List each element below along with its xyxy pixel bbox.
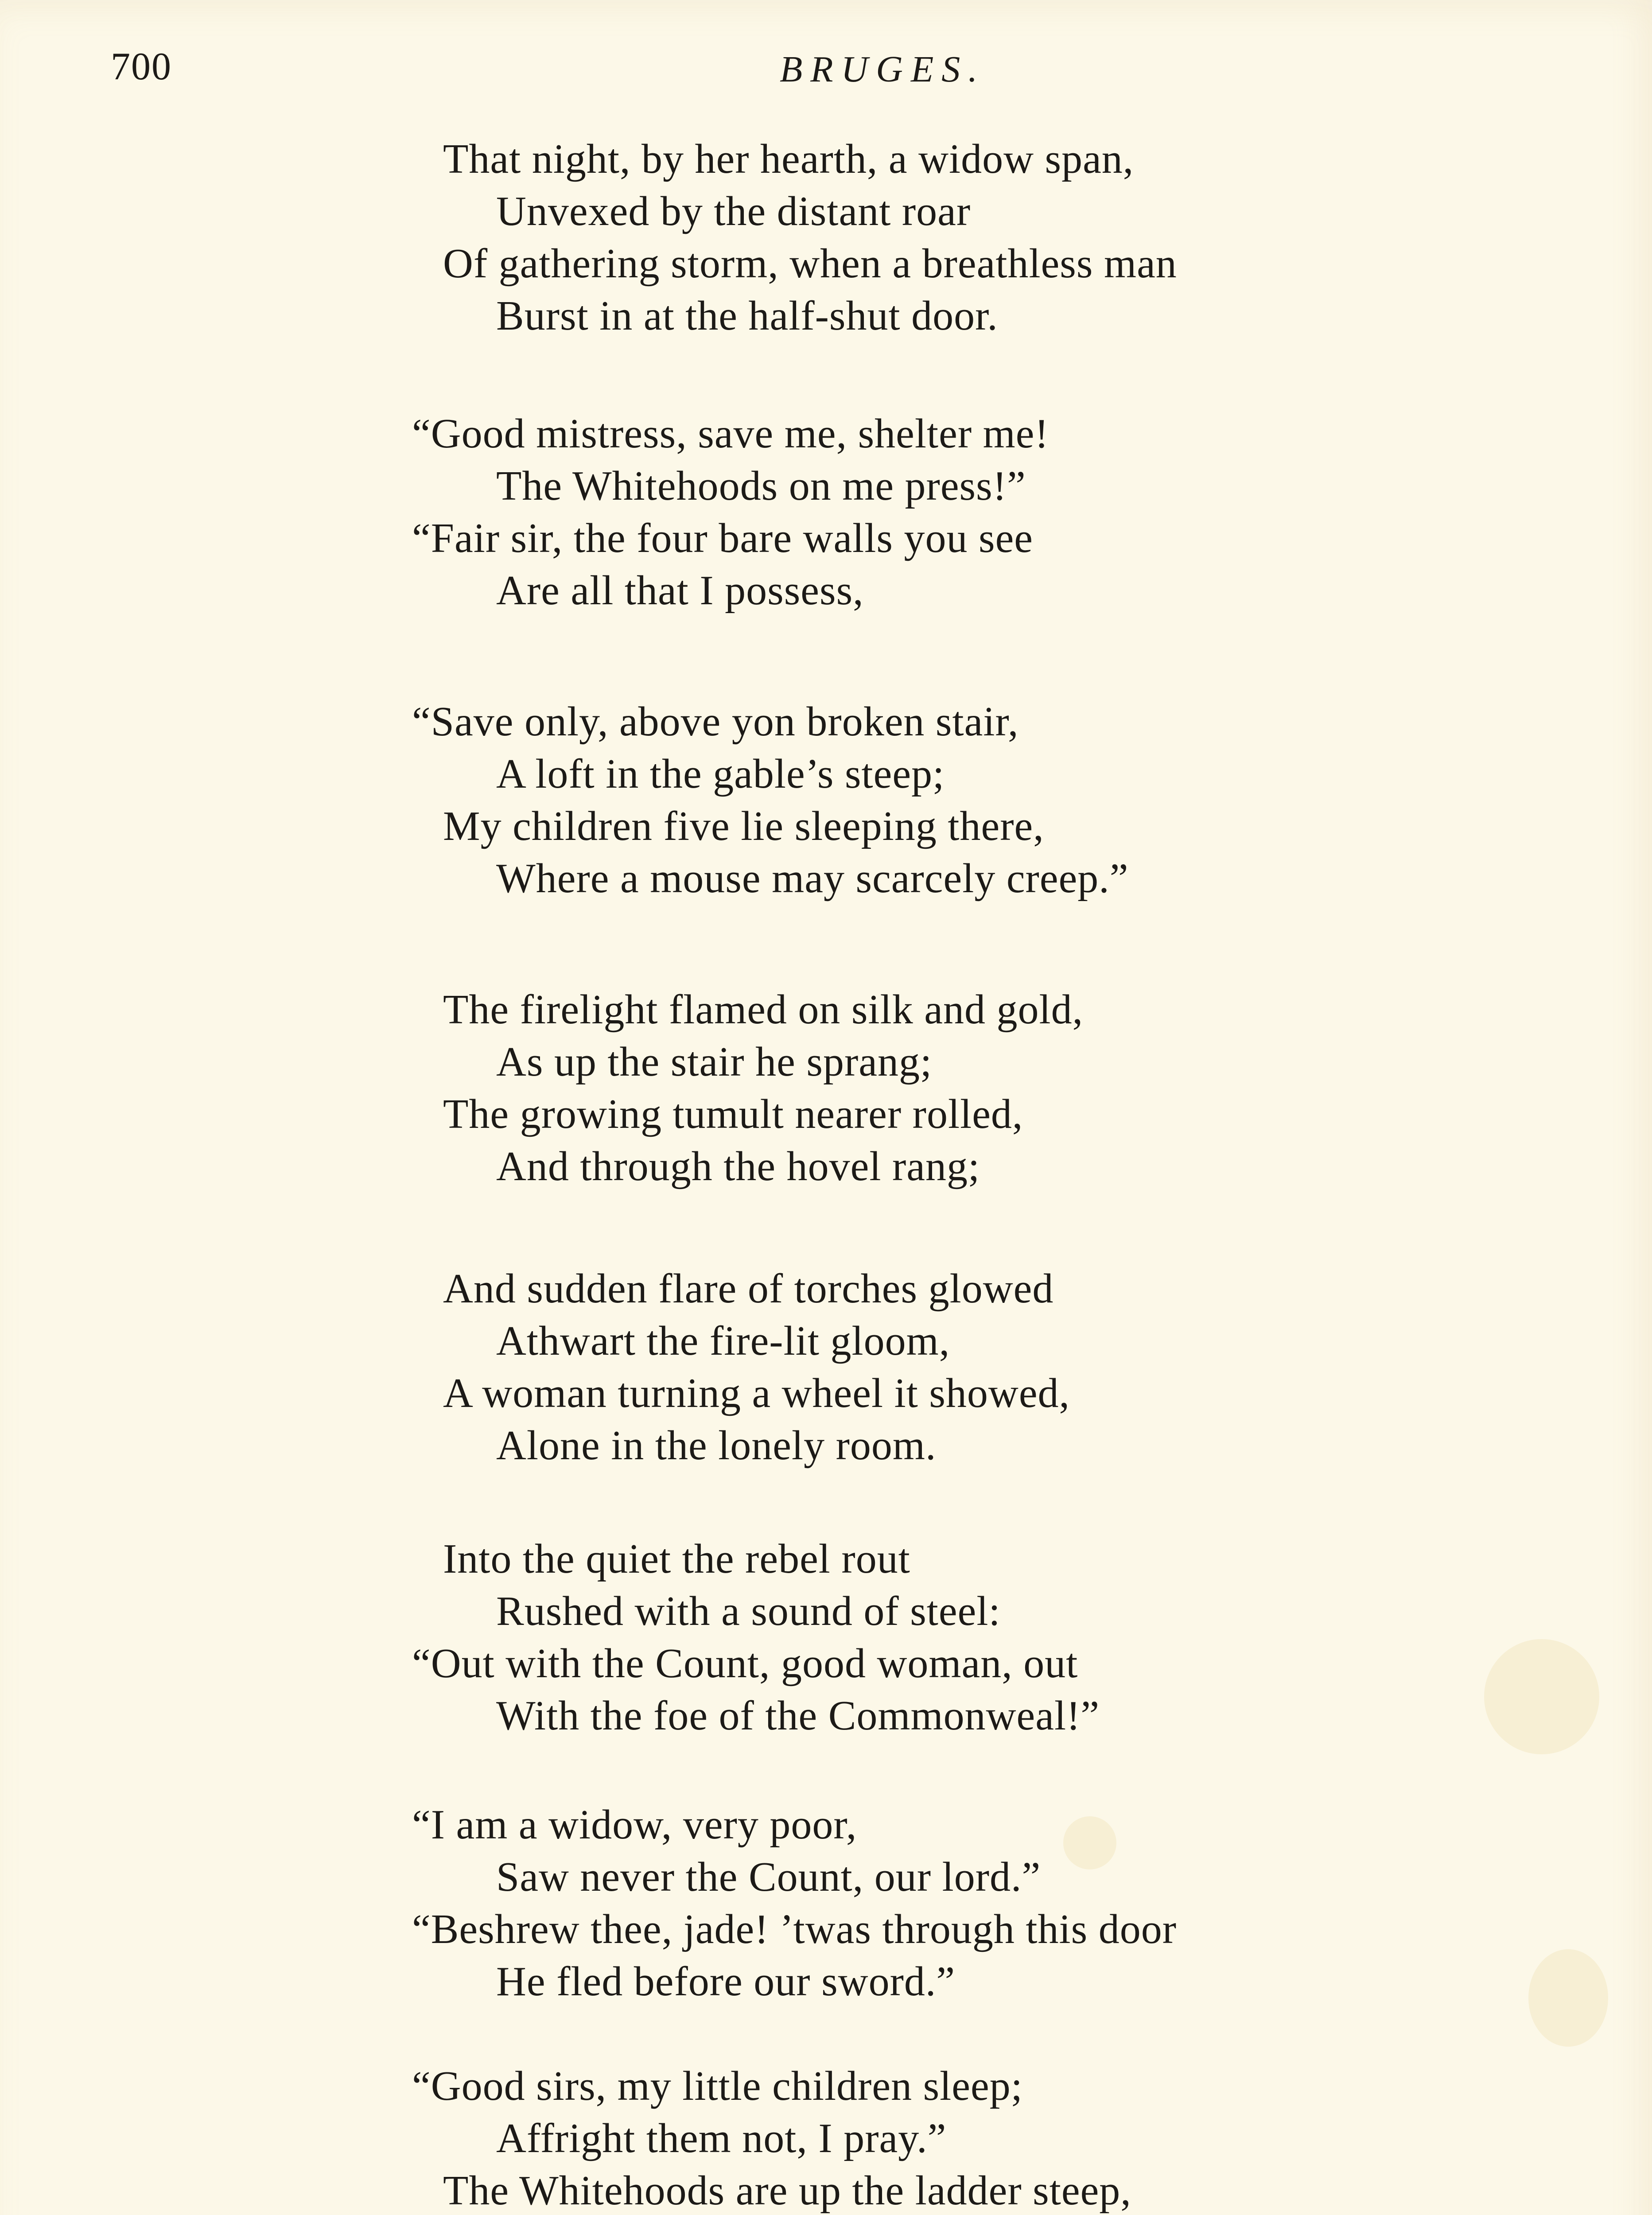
poem-line: “Fair sir, the four bare walls you see: [412, 515, 1034, 561]
poem-line: Burst in at the half-shut door.: [496, 293, 998, 339]
poem-line: With the foe of the Commonweal!”: [496, 1693, 1100, 1739]
poem-line: “Out with the Count, good woman, out: [412, 1640, 1078, 1687]
poem-line: Of gathering storm, when a breathless man: [443, 241, 1177, 287]
poem-line: Are all that I possess,: [496, 567, 864, 614]
poem-line: And sudden flare of torches glowed: [443, 1266, 1054, 1312]
poem-line: Athwart the fire-lit gloom,: [496, 1318, 950, 1364]
stanza-6: [412, 1533, 1462, 1742]
stanza-4: [443, 983, 1462, 1193]
poem-line: “Save only, above yon broken stair,: [412, 699, 1019, 745]
poem-line: As up the stair he sprang;: [496, 1039, 933, 1085]
stanza-5: [443, 1263, 1462, 1472]
poem-line: Into the quiet the rebel rout: [443, 1536, 910, 1582]
stanza-8: [412, 2060, 1462, 2215]
poem-line: My children five lie sleeping there,: [443, 803, 1044, 849]
paper-stain: [1528, 1949, 1608, 2047]
stanza-3: [412, 696, 1462, 905]
poem-line: A loft in the gable’s steep;: [496, 751, 945, 797]
poem-line: Alone in the lonely room.: [496, 1422, 937, 1469]
poem-line: Where a mouse may scarcely creep.”: [496, 855, 1129, 902]
poem-line: And through the hovel rang;: [496, 1143, 980, 1189]
stanza-1: [443, 133, 1462, 342]
stanza-7: [412, 1799, 1462, 2008]
poem-line: “Beshrew thee, jade! ’twas through this door: [412, 1906, 1177, 1952]
poem-line: Unvexed by the distant roar: [496, 188, 971, 234]
poem-line: The Whitehoods on me press!”: [496, 463, 1026, 509]
paper-stain: [1063, 1816, 1116, 1869]
poem-line: The growing tumult nearer rolled,: [443, 1091, 1023, 1137]
poem-line: Affright them not, I pray.”: [496, 2115, 947, 2161]
poem-line: A woman turning a wheel it showed,: [443, 1370, 1070, 1416]
stanza-2: [412, 408, 1462, 617]
poem-line: “I am a widow, very poor,: [412, 1802, 857, 1848]
poem-line: Rushed with a sound of steel:: [496, 1588, 1001, 1634]
poem-line: The Whitehoods are up the ladder steep,: [443, 2168, 1131, 2214]
paper-stain: [1484, 1639, 1599, 1754]
poem-line: “Good sirs, my little children sleep;: [412, 2063, 1023, 2109]
poem-line: That night, by her hearth, a widow span,: [443, 136, 1134, 182]
poem-line: He fled before our sword.”: [496, 1959, 956, 2005]
poem-line: “Good mistress, save me, shelter me!: [412, 411, 1049, 457]
poem-line: Saw never the Count, our lord.”: [496, 1854, 1041, 1900]
page-number: 700: [111, 45, 172, 88]
running-title: BRUGES.: [780, 49, 986, 90]
poem-line: The firelight flamed on silk and gold,: [443, 987, 1084, 1033]
